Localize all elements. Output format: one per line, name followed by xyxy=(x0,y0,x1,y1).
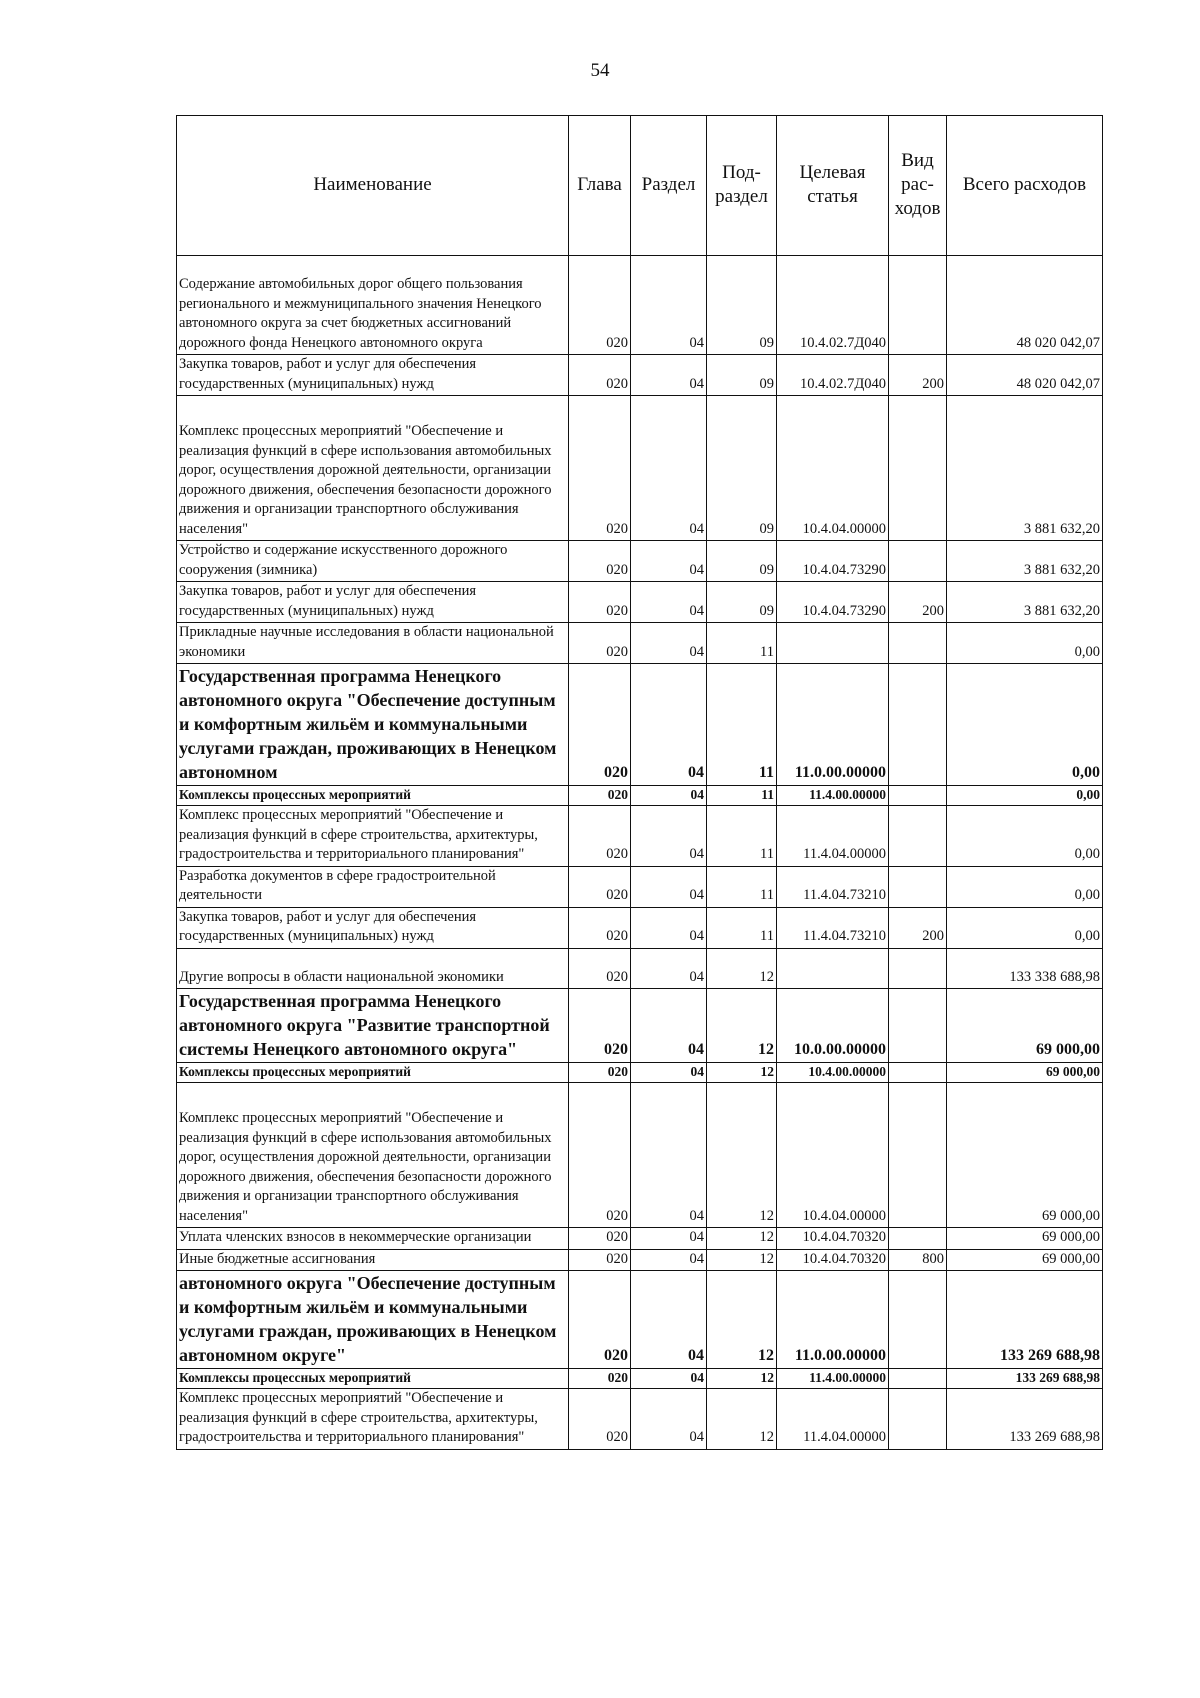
row-total: 3 881 632,20 xyxy=(947,396,1103,541)
row-glava: 020 xyxy=(569,396,631,541)
row-podrazdel: 12 xyxy=(707,1389,777,1450)
row-name: Прикладные научные исследования в области национальной экономики xyxy=(177,623,569,664)
row-vid xyxy=(889,806,947,867)
row-podrazdel: 11 xyxy=(707,806,777,867)
row-vid xyxy=(889,664,947,786)
row-glava: 020 xyxy=(569,948,631,989)
row-statya: 11.4.04.73210 xyxy=(777,907,889,948)
row-razdel: 04 xyxy=(631,582,707,623)
table-row xyxy=(177,806,1103,867)
row-podrazdel: 12 xyxy=(707,1228,777,1250)
row-glava: 020 xyxy=(569,664,631,786)
row-name: Уплата членских взносов в некоммерческие организации xyxy=(177,1228,569,1250)
row-vid: 200 xyxy=(889,355,947,396)
row-razdel: 04 xyxy=(631,1389,707,1450)
row-statya: 11.0.00.00000 xyxy=(777,1271,889,1369)
row-vid xyxy=(889,396,947,541)
row-vid xyxy=(889,1063,947,1083)
row-podrazdel: 11 xyxy=(707,623,777,664)
table-row-complex xyxy=(177,1369,1103,1389)
table-row xyxy=(177,541,1103,582)
row-vid: 800 xyxy=(889,1249,947,1271)
row-vid: 200 xyxy=(889,907,947,948)
row-total: 133 269 688,98 xyxy=(947,1271,1103,1369)
header-name: Наименование xyxy=(177,116,569,256)
row-podrazdel: 11 xyxy=(707,664,777,786)
row-statya: 10.4.04.73290 xyxy=(777,582,889,623)
row-razdel: 04 xyxy=(631,623,707,664)
row-vid xyxy=(889,1271,947,1369)
row-podrazdel: 09 xyxy=(707,582,777,623)
table-row xyxy=(177,623,1103,664)
table-row-program xyxy=(177,664,1103,786)
row-statya: 11.4.04.00000 xyxy=(777,806,889,867)
row-total: 69 000,00 xyxy=(947,1063,1103,1083)
row-name: Закупка товаров, работ и услуг для обеспечения государственных (муниципальных) нужд xyxy=(177,582,569,623)
page-number: 54 xyxy=(590,60,610,81)
row-total: 69 000,00 xyxy=(947,989,1103,1063)
row-glava: 020 xyxy=(569,806,631,867)
row-vid xyxy=(889,1389,947,1450)
row-total: 0,00 xyxy=(947,806,1103,867)
row-name: Комплекс процессных мероприятий "Обеспечение и реализация функций в сфере строительства, архитектуры, градостроительства и территориального планирования" xyxy=(177,1389,569,1450)
table-row xyxy=(177,355,1103,396)
row-statya: 10.4.04.00000 xyxy=(777,396,889,541)
row-podrazdel: 12 xyxy=(707,1249,777,1271)
row-vid: 200 xyxy=(889,582,947,623)
row-razdel: 04 xyxy=(631,1369,707,1389)
row-name: Комплексы процессных мероприятий xyxy=(177,786,569,806)
row-glava: 020 xyxy=(569,1249,631,1271)
row-glava: 020 xyxy=(569,907,631,948)
row-statya xyxy=(777,623,889,664)
header-total: Всего расходов xyxy=(947,116,1103,256)
row-glava: 020 xyxy=(569,1389,631,1450)
table-row xyxy=(177,907,1103,948)
row-glava: 020 xyxy=(569,1083,631,1228)
row-razdel: 04 xyxy=(631,664,707,786)
row-podrazdel: 11 xyxy=(707,907,777,948)
row-glava: 020 xyxy=(569,989,631,1063)
row-total: 0,00 xyxy=(947,907,1103,948)
row-razdel: 04 xyxy=(631,256,707,355)
row-razdel: 04 xyxy=(631,1063,707,1083)
row-glava: 020 xyxy=(569,786,631,806)
budget-table xyxy=(176,115,1103,1450)
row-statya: 11.4.04.00000 xyxy=(777,1389,889,1450)
row-podrazdel: 09 xyxy=(707,541,777,582)
row-total: 69 000,00 xyxy=(947,1083,1103,1228)
row-razdel: 04 xyxy=(631,786,707,806)
row-name: Комплекс процессных мероприятий "Обеспечение и реализация функций в сфере использования автомобильных дорог, осуществления дорожной деятельности, организации дорожного движения, обеспечения безопасности дорожного движения и организации транспортного обслуживания населения" xyxy=(177,396,569,541)
row-glava: 020 xyxy=(569,541,631,582)
row-glava: 020 xyxy=(569,1369,631,1389)
header-podrazdel: Под-раздел xyxy=(707,116,777,256)
row-razdel: 04 xyxy=(631,1271,707,1369)
row-razdel: 04 xyxy=(631,541,707,582)
table-row xyxy=(177,1249,1103,1271)
row-name: Государственная программа Ненецкого автономного округа "Развитие транспортной системы Ненецкого автономного округа" xyxy=(177,989,569,1063)
row-statya: 10.4.04.70320 xyxy=(777,1228,889,1250)
row-razdel: 04 xyxy=(631,1228,707,1250)
row-statya: 10.4.02.7Д040 xyxy=(777,355,889,396)
row-glava: 020 xyxy=(569,1271,631,1369)
row-glava: 020 xyxy=(569,1228,631,1250)
row-statya: 10.0.00.00000 xyxy=(777,989,889,1063)
row-vid xyxy=(889,256,947,355)
header-glava: Глава xyxy=(569,116,631,256)
row-glava: 020 xyxy=(569,623,631,664)
table-header-row xyxy=(177,116,1103,256)
row-total: 69 000,00 xyxy=(947,1228,1103,1250)
row-statya: 10.4.04.70320 xyxy=(777,1249,889,1271)
row-total: 3 881 632,20 xyxy=(947,582,1103,623)
row-statya: 10.4.00.00000 xyxy=(777,1063,889,1083)
row-statya xyxy=(777,948,889,989)
row-name: Другие вопросы в области национальной экономики xyxy=(177,948,569,989)
row-name: автономного округа "Обеспечение доступным и комфортным жильём и коммунальными услугами граждан, проживающих в Ненецком автономном округе" xyxy=(177,1271,569,1369)
row-total: 48 020 042,07 xyxy=(947,256,1103,355)
row-statya: 11.0.00.00000 xyxy=(777,664,889,786)
row-statya: 11.4.00.00000 xyxy=(777,1369,889,1389)
row-vid xyxy=(889,866,947,907)
row-razdel: 04 xyxy=(631,948,707,989)
row-statya: 11.4.04.73210 xyxy=(777,866,889,907)
row-name: Закупка товаров, работ и услуг для обеспечения государственных (муниципальных) нужд xyxy=(177,355,569,396)
row-razdel: 04 xyxy=(631,989,707,1063)
row-name: Закупка товаров, работ и услуг для обеспечения государственных (муниципальных) нужд xyxy=(177,907,569,948)
row-name: Содержание автомобильных дорог общего пользования регионального и межмуниципального значения Ненецкого автономного округа за счет бюджетных ассигнований дорожного фонда Ненецкого автономного округа xyxy=(177,256,569,355)
row-podrazdel: 11 xyxy=(707,866,777,907)
table-row-complex xyxy=(177,786,1103,806)
row-name: Разработка документов в сфере градостроительной деятельности xyxy=(177,866,569,907)
row-name: Комплексы процессных мероприятий xyxy=(177,1369,569,1389)
row-statya: 10.4.04.73290 xyxy=(777,541,889,582)
row-razdel: 04 xyxy=(631,866,707,907)
header-vid: Вид рас-ходов xyxy=(889,116,947,256)
row-vid xyxy=(889,1369,947,1389)
row-total: 133 269 688,98 xyxy=(947,1389,1103,1450)
row-razdel: 04 xyxy=(631,907,707,948)
row-name: Комплекс процессных мероприятий "Обеспечение и реализация функций в сфере использования автомобильных дорог, осуществления дорожной деятельности, организации дорожного движения, обеспечения безопасности дорожного движения и организации транспортного обслуживания населения" xyxy=(177,1083,569,1228)
row-podrazdel: 12 xyxy=(707,1271,777,1369)
row-podrazdel: 12 xyxy=(707,1369,777,1389)
row-total: 133 338 688,98 xyxy=(947,948,1103,989)
row-name: Комплекс процессных мероприятий "Обеспечение и реализация функций в сфере строительства, архитектуры, градостроительства и территориального планирования" xyxy=(177,806,569,867)
row-podrazdel: 09 xyxy=(707,355,777,396)
row-razdel: 04 xyxy=(631,806,707,867)
table-row-program xyxy=(177,989,1103,1063)
row-podrazdel: 09 xyxy=(707,396,777,541)
table-row xyxy=(177,1228,1103,1250)
row-razdel: 04 xyxy=(631,355,707,396)
header-razdel: Раздел xyxy=(631,116,707,256)
table-row xyxy=(177,396,1103,541)
row-total: 0,00 xyxy=(947,866,1103,907)
row-glava: 020 xyxy=(569,355,631,396)
header-statya: Целевая статья xyxy=(777,116,889,256)
row-total: 69 000,00 xyxy=(947,1249,1103,1271)
row-name: Иные бюджетные ассигнования xyxy=(177,1249,569,1271)
row-podrazdel: 12 xyxy=(707,948,777,989)
row-name: Комплексы процессных мероприятий xyxy=(177,1063,569,1083)
row-name: Устройство и содержание искусственного дорожного сооружения (зимника) xyxy=(177,541,569,582)
row-vid xyxy=(889,623,947,664)
row-vid xyxy=(889,948,947,989)
row-glava: 020 xyxy=(569,866,631,907)
row-total: 0,00 xyxy=(947,664,1103,786)
row-podrazdel: 09 xyxy=(707,256,777,355)
row-vid xyxy=(889,541,947,582)
row-vid xyxy=(889,1228,947,1250)
table-row xyxy=(177,1389,1103,1450)
row-razdel: 04 xyxy=(631,1083,707,1228)
table-row xyxy=(177,866,1103,907)
row-total: 0,00 xyxy=(947,623,1103,664)
row-statya: 10.4.02.7Д040 xyxy=(777,256,889,355)
table-row xyxy=(177,582,1103,623)
row-vid xyxy=(889,989,947,1063)
row-statya: 11.4.00.00000 xyxy=(777,786,889,806)
table-row-complex xyxy=(177,1063,1103,1083)
row-razdel: 04 xyxy=(631,1249,707,1271)
row-glava: 020 xyxy=(569,1063,631,1083)
row-podrazdel: 12 xyxy=(707,1083,777,1228)
row-name: Государственная программа Ненецкого автономного округа "Обеспечение доступным и комфортным жильём и коммунальными услугами граждан, проживающих в Ненецком автономном xyxy=(177,664,569,786)
row-podrazdel: 12 xyxy=(707,989,777,1063)
table-row xyxy=(177,1083,1103,1228)
table-row xyxy=(177,256,1103,355)
row-razdel: 04 xyxy=(631,396,707,541)
row-total: 0,00 xyxy=(947,786,1103,806)
row-vid xyxy=(889,1083,947,1228)
row-total: 133 269 688,98 xyxy=(947,1369,1103,1389)
row-glava: 020 xyxy=(569,582,631,623)
row-statya: 10.4.04.00000 xyxy=(777,1083,889,1228)
row-podrazdel: 12 xyxy=(707,1063,777,1083)
row-podrazdel: 11 xyxy=(707,786,777,806)
row-total: 48 020 042,07 xyxy=(947,355,1103,396)
row-total: 3 881 632,20 xyxy=(947,541,1103,582)
table-row-program xyxy=(177,1271,1103,1369)
row-glava: 020 xyxy=(569,256,631,355)
table-row xyxy=(177,948,1103,989)
row-vid xyxy=(889,786,947,806)
